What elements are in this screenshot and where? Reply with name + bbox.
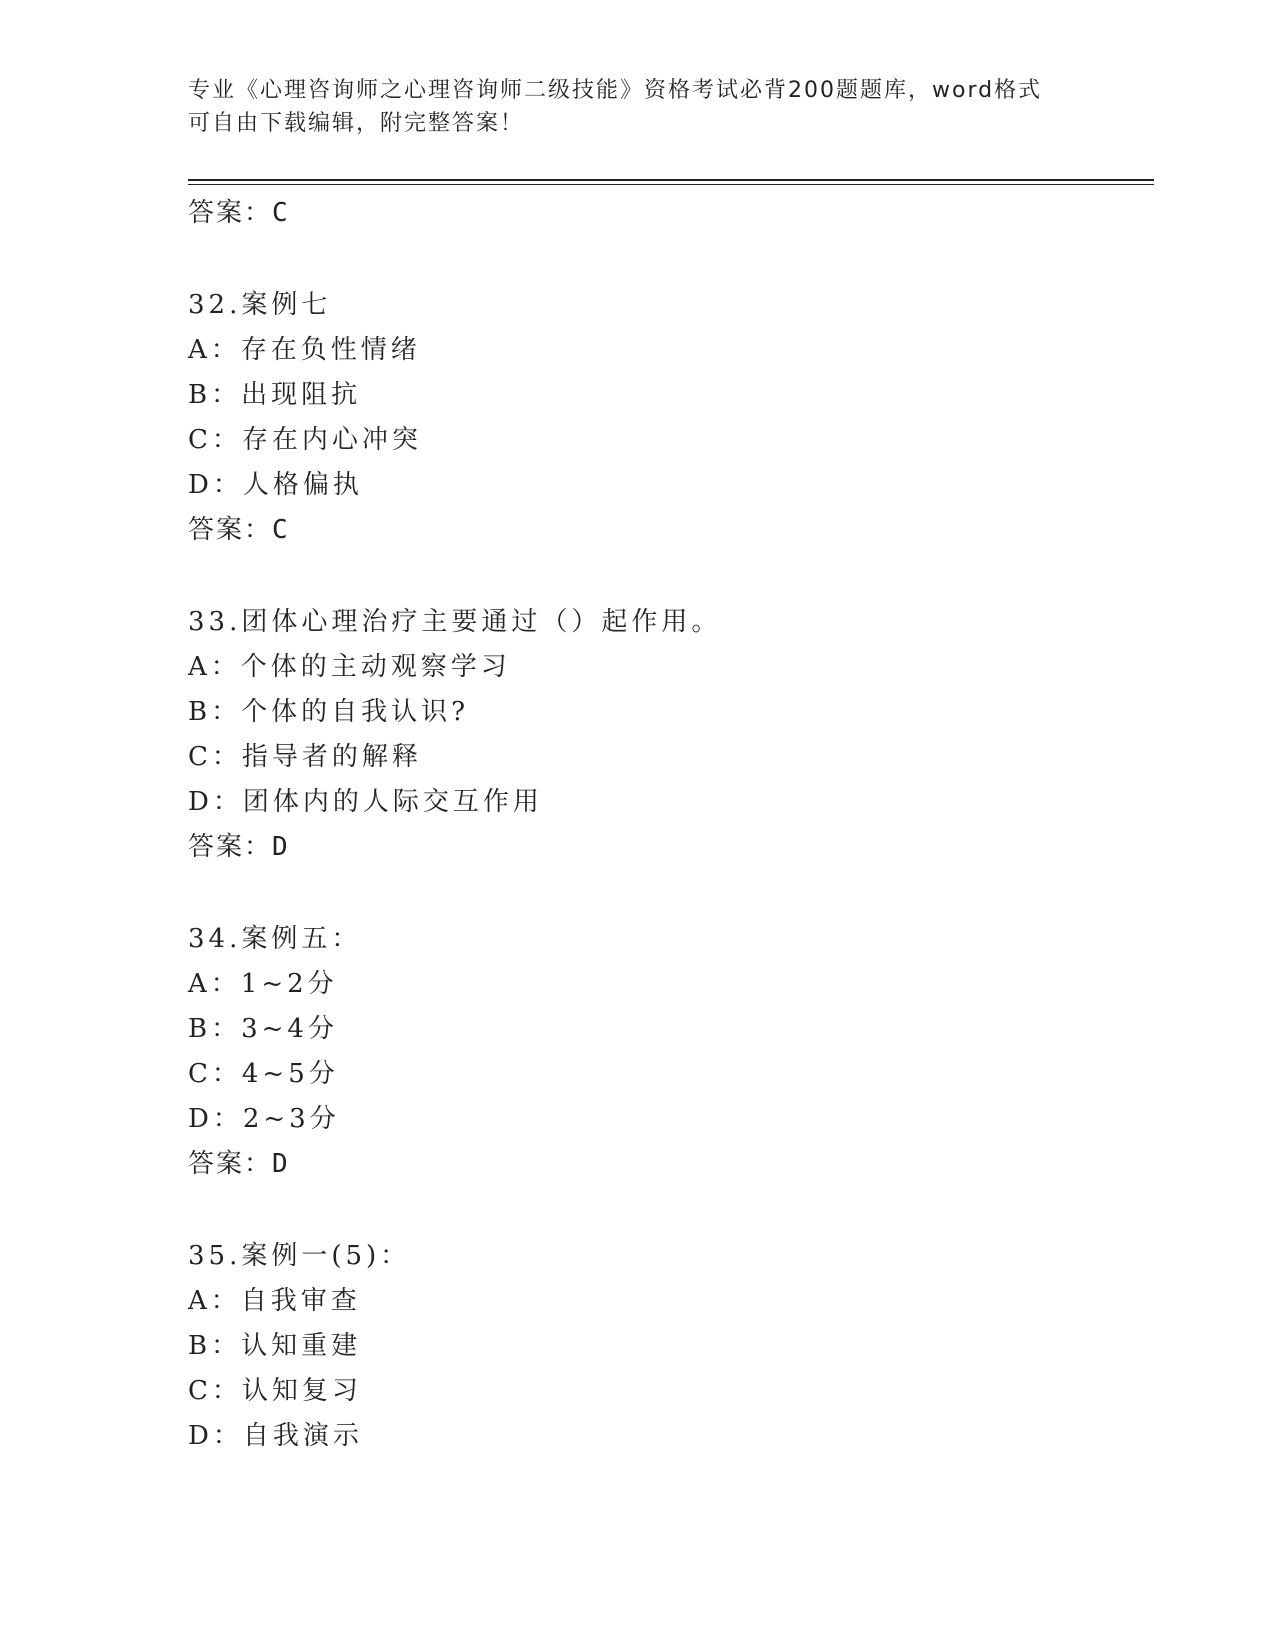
question-34-option-b: B：3~4分 xyxy=(188,1014,338,1044)
question-34-option-c: C：4~5分 xyxy=(188,1059,339,1089)
question-33-option-d: D：团体内的人际交互作用 xyxy=(188,787,543,817)
answer-label: 答案： xyxy=(188,198,273,228)
header-divider-thin xyxy=(188,184,1154,185)
question-33-stem: 33.团体心理治疗主要通过（）起作用。 xyxy=(188,607,722,637)
question-34-answer xyxy=(188,1143,288,1180)
question-33-option-c: C：指导者的解释 xyxy=(188,742,422,772)
question-32-option-d: D：人格偏执 xyxy=(188,470,363,500)
header-line-1: 专业《心理咨询师之心理咨询师二级技能》资格考试必背200题题库，word格式 xyxy=(188,78,1043,103)
answer-label: 答案： xyxy=(188,515,273,545)
answer-label: 答案： xyxy=(188,832,273,862)
answer-value: C xyxy=(272,515,288,545)
question-32-option-b: B：出现阻抗 xyxy=(188,380,362,410)
question-33-option-b: B：个体的自我认识? xyxy=(188,697,470,727)
previous-answer xyxy=(188,192,288,229)
answer-value: C xyxy=(272,198,288,228)
question-35-option-b: B：认知重建 xyxy=(188,1331,362,1361)
question-34-option-d: D：2~3分 xyxy=(188,1104,340,1134)
question-32-option-a: A：存在负性情绪 xyxy=(188,335,421,365)
question-35-option-d: D：自我演示 xyxy=(188,1421,363,1451)
question-35-option-a: A：自我审查 xyxy=(188,1286,361,1316)
question-32-answer xyxy=(188,509,288,546)
question-32-option-c: C：存在内心冲突 xyxy=(188,425,422,455)
answer-value: D xyxy=(272,1149,288,1179)
answer-value: D xyxy=(272,832,288,862)
document-header xyxy=(188,74,1088,140)
question-34-stem: 34.案例五： xyxy=(188,924,362,954)
question-35-stem: 35.案例一(5)： xyxy=(188,1241,411,1271)
question-34-option-a: A：1~2分 xyxy=(188,969,338,999)
answer-label: 答案： xyxy=(188,1149,273,1179)
header-line-2: 可自由下载编辑，附完整答案！ xyxy=(188,111,525,136)
header-divider-thick xyxy=(188,179,1154,181)
question-32-stem: 32.案例七 xyxy=(188,290,332,320)
question-33-option-a: A：个体的主动观察学习 xyxy=(188,652,511,682)
question-33-answer xyxy=(188,826,288,863)
question-35-option-c: C：认知复习 xyxy=(188,1376,362,1406)
